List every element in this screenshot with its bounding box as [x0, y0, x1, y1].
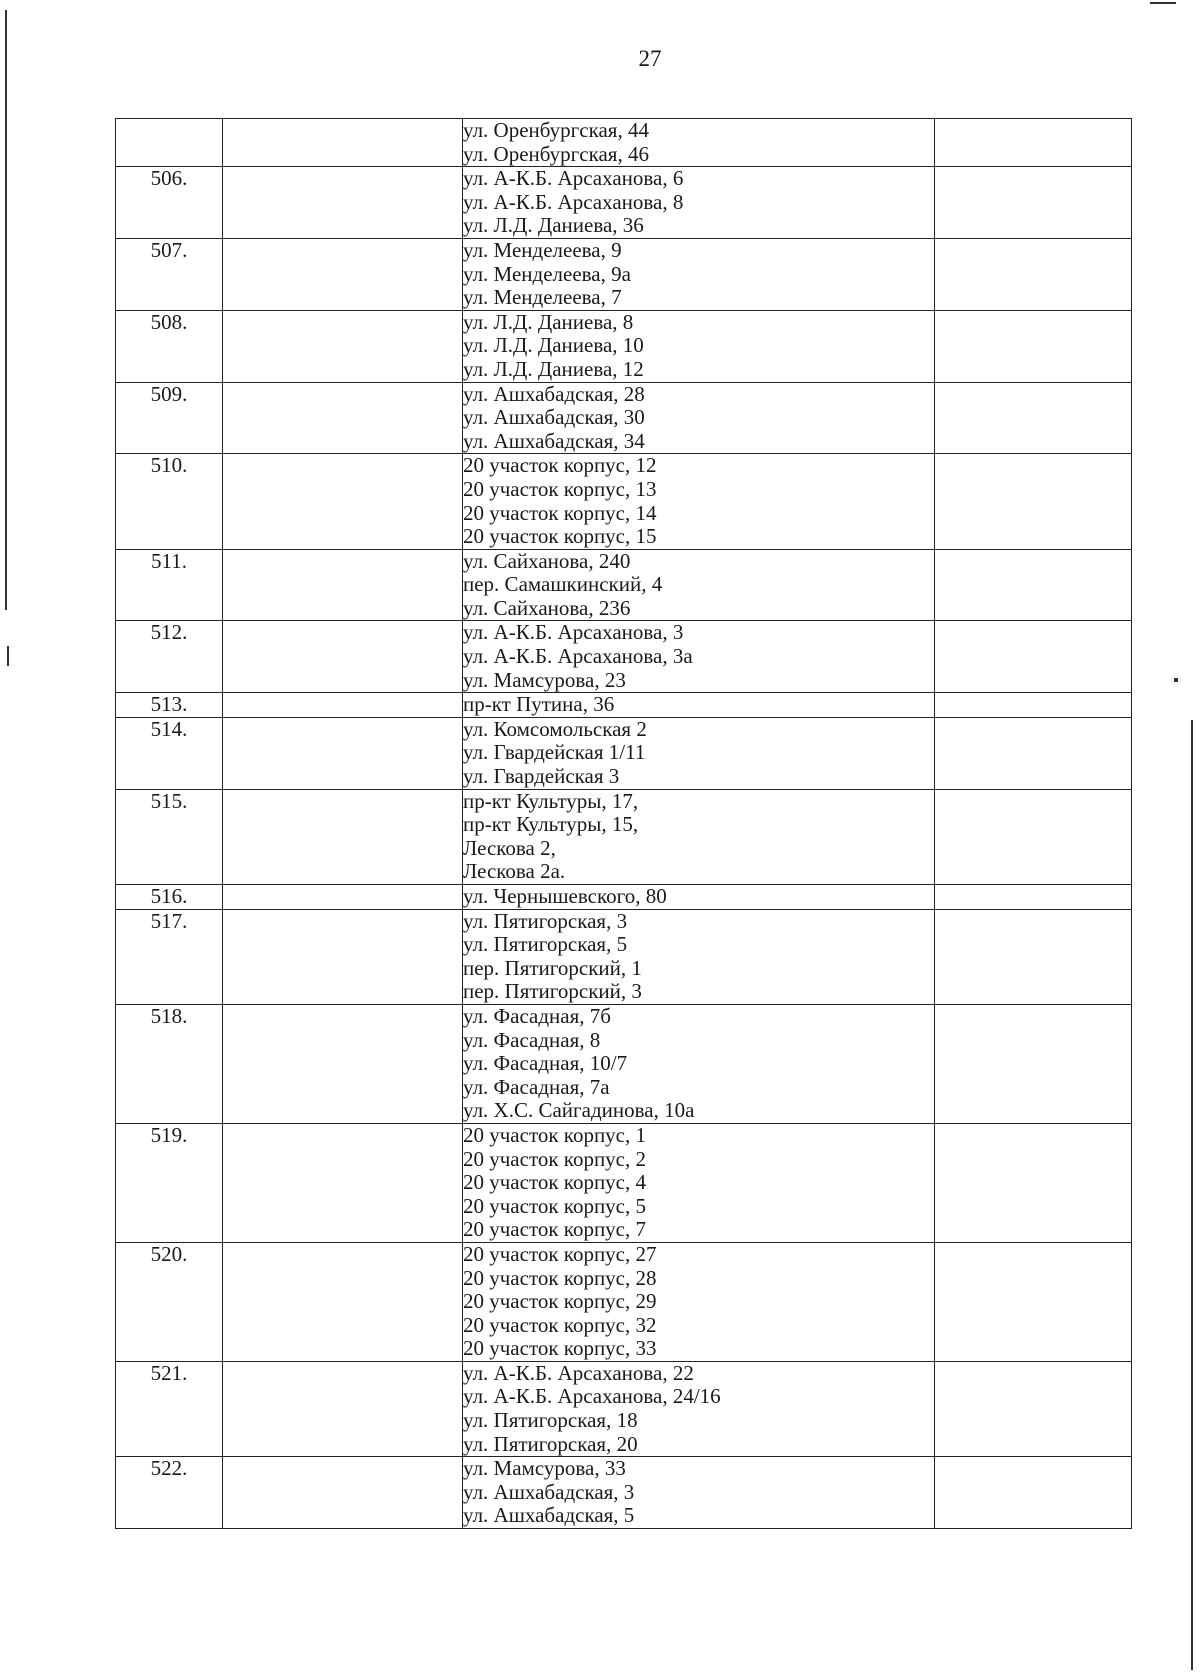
blank-cell [223, 717, 463, 789]
address-line: ул. А-К.Б. Арсаханова, 22 [463, 1360, 694, 1385]
address-cell [463, 693, 935, 718]
address-line: ул. Пятигорская, 18 [463, 1408, 638, 1433]
table-row [116, 1123, 1132, 1242]
table-row [116, 454, 1132, 549]
address-line: 20 участок корпус, 15 [463, 524, 657, 549]
table-row [116, 310, 1132, 382]
address-line: 20 участок корпус, 32 [463, 1312, 657, 1337]
row-number: 513. [116, 693, 223, 718]
blank-cell [223, 119, 463, 167]
address-cell [463, 549, 935, 621]
blank-cell [223, 167, 463, 239]
address-line: ул. Х.С. Сайгадинова, 10а [463, 1098, 695, 1123]
address-line: 20 участок корпус, 29 [463, 1289, 657, 1314]
address-line: ул. А-К.Б. Арсаханова, 3 [463, 620, 684, 645]
row-number: 511. [116, 549, 223, 621]
blank-cell [223, 549, 463, 621]
address-line: ул. Л.Д. Даниева, 12 [463, 356, 644, 381]
address-line: пр-кт Культуры, 17, [463, 788, 639, 813]
address-cell [463, 885, 935, 910]
blank-cell [935, 1123, 1132, 1242]
blank-cell [935, 549, 1132, 621]
scan-edge-top-right [1150, 2, 1176, 4]
address-cell [463, 909, 935, 1004]
address-line: 20 участок корпус, 14 [463, 500, 657, 525]
row-number: 508. [116, 310, 223, 382]
address-line: Лескова 2, [463, 835, 556, 860]
address-line: 20 участок корпус, 27 [463, 1241, 657, 1266]
address-line: ул. А-К.Б. Арсаханова, 6 [463, 166, 684, 191]
address-line: ул. А-К.Б. Арсаханова, 24/16 [463, 1384, 721, 1409]
blank-cell [223, 310, 463, 382]
blank-cell [935, 1457, 1132, 1529]
address-line: ул. Мамсурова, 33 [463, 1456, 626, 1481]
address-line: ул. Чернышевского, 80 [463, 884, 667, 908]
address-line: ул. Сайханова, 240 [463, 548, 631, 573]
blank-cell [223, 1004, 463, 1123]
scan-edge-left-mark [7, 646, 9, 666]
row-number: 512. [116, 621, 223, 693]
address-line: ул. Фасадная, 8 [463, 1027, 601, 1052]
address-line: ул. Ашхабадская, 34 [463, 428, 645, 453]
row-number: 516. [116, 885, 223, 910]
table-row [116, 382, 1132, 454]
address-line: ул. Л.Д. Даниева, 8 [463, 309, 634, 334]
blank-cell [223, 789, 463, 884]
address-line: ул. Фасадная, 7б [463, 1003, 611, 1028]
blank-cell [935, 621, 1132, 693]
row-number: 506. [116, 167, 223, 239]
row-number: 517. [116, 909, 223, 1004]
blank-cell [223, 621, 463, 693]
address-line: ул. Ашхабадская, 28 [463, 381, 645, 406]
table-row [116, 1004, 1132, 1123]
address-cell [463, 1242, 935, 1361]
address-line: ул. Пятигорская, 5 [463, 932, 628, 957]
blank-cell [935, 382, 1132, 454]
table-row [116, 1361, 1132, 1456]
row-number: 514. [116, 717, 223, 789]
address-line: 20 участок корпус, 2 [463, 1146, 647, 1171]
address-line: ул. Ашхабадская, 3 [463, 1479, 635, 1504]
address-cell [463, 1361, 935, 1456]
address-line: Лескова 2а. [463, 859, 566, 884]
blank-cell [935, 717, 1132, 789]
table-row [116, 238, 1132, 310]
address-line: ул. Гвардейская 1/11 [463, 740, 646, 765]
row-number: 521. [116, 1361, 223, 1456]
blank-cell [935, 238, 1132, 310]
blank-cell [223, 909, 463, 1004]
address-cell [463, 1457, 935, 1529]
address-cell [463, 789, 935, 884]
address-line: ул. Сайханова, 236 [463, 595, 631, 620]
blank-cell [935, 693, 1132, 718]
row-number: 522. [116, 1457, 223, 1529]
blank-cell [935, 119, 1132, 167]
blank-cell [935, 167, 1132, 239]
address-cell [463, 310, 935, 382]
address-cell [463, 238, 935, 310]
blank-cell [935, 909, 1132, 1004]
address-line: 20 участок корпус, 33 [463, 1336, 657, 1361]
table-row [116, 885, 1132, 910]
address-line: 20 участок корпус, 7 [463, 1217, 647, 1242]
table-row [116, 549, 1132, 621]
table-row [116, 167, 1132, 239]
blank-cell [223, 1457, 463, 1529]
address-line: 20 участок корпус, 1 [463, 1122, 647, 1147]
address-line: ул. Менделеева, 7 [463, 285, 622, 310]
address-cell [463, 119, 935, 167]
table-row [116, 119, 1132, 167]
address-line: ул. А-К.Б. Арсаханова, 3а [463, 644, 693, 669]
address-line: пр-кт Культуры, 15, [463, 812, 639, 837]
address-line: ул. Ашхабадская, 5 [463, 1503, 635, 1528]
address-line: ул. Менделеева, 9а [463, 261, 631, 286]
blank-cell [935, 454, 1132, 549]
blank-cell [223, 454, 463, 549]
address-line: 20 участок корпус, 4 [463, 1170, 647, 1195]
table-row [116, 909, 1132, 1004]
blank-cell [223, 1242, 463, 1361]
address-cell [463, 454, 935, 549]
address-line: 20 участок корпус, 5 [463, 1193, 647, 1218]
blank-cell [223, 238, 463, 310]
blank-cell [223, 382, 463, 454]
address-cell [463, 1004, 935, 1123]
address-cell [463, 717, 935, 789]
address-line: ул. А-К.Б. Арсаханова, 8 [463, 189, 684, 214]
table-row [116, 1242, 1132, 1361]
scan-edge-left [5, 10, 7, 610]
blank-cell [935, 1242, 1132, 1361]
address-line: ул. Пятигорская, 20 [463, 1431, 638, 1456]
table-row [116, 1457, 1132, 1529]
address-line: 20 участок корпус, 12 [463, 453, 657, 478]
address-line: ул. Оренбургская, 44 [463, 118, 649, 142]
table-row [116, 789, 1132, 884]
address-line: ул. Ашхабадская, 30 [463, 405, 645, 430]
blank-cell [223, 693, 463, 718]
blank-cell [935, 1361, 1132, 1456]
address-line: ул. Фасадная, 10/7 [463, 1051, 628, 1076]
address-cell [463, 621, 935, 693]
row-number: 519. [116, 1123, 223, 1242]
row-number: 510. [116, 454, 223, 549]
row-number: 518. [116, 1004, 223, 1123]
scan-dot [1174, 678, 1178, 682]
row-number: 507. [116, 238, 223, 310]
address-line: пр-кт Путина, 36 [463, 692, 615, 717]
address-line: 20 участок корпус, 28 [463, 1265, 657, 1290]
address-cell [463, 1123, 935, 1242]
address-line: ул. Л.Д. Даниева, 36 [463, 213, 644, 238]
address-line: ул. Фасадная, 7а [463, 1074, 610, 1099]
table-row [116, 621, 1132, 693]
address-line: 20 участок корпус, 13 [463, 476, 657, 501]
address-line: пер. Пятигорский, 1 [463, 955, 642, 980]
blank-cell [223, 1361, 463, 1456]
address-line: ул. Л.Д. Даниева, 10 [463, 333, 644, 358]
address-line: пер. Пятигорский, 3 [463, 979, 642, 1004]
row-number: 509. [116, 382, 223, 454]
blank-cell [935, 310, 1132, 382]
scan-edge-right [1191, 720, 1193, 1670]
blank-cell [935, 885, 1132, 910]
blank-cell [223, 1123, 463, 1242]
address-line: ул. Комсомольская 2 [463, 716, 647, 741]
blank-cell [935, 789, 1132, 884]
address-table [115, 118, 1132, 1529]
address-line: ул. Менделеева, 9 [463, 237, 622, 262]
address-line: ул. Гвардейская 3 [463, 764, 620, 789]
row-number: 520. [116, 1242, 223, 1361]
table-row [116, 693, 1132, 718]
row-number: 515. [116, 789, 223, 884]
row-number [116, 119, 223, 167]
address-line: пер. Самашкинский, 4 [463, 572, 663, 597]
address-line: ул. Пятигорская, 3 [463, 908, 628, 933]
address-line: ул. Мамсурова, 23 [463, 667, 626, 692]
page-number: 27 [638, 46, 662, 71]
blank-cell [223, 885, 463, 910]
table-row [116, 717, 1132, 789]
address-line: ул. Оренбургская, 46 [463, 141, 649, 166]
address-cell [463, 167, 935, 239]
address-cell [463, 382, 935, 454]
blank-cell [935, 1004, 1132, 1123]
